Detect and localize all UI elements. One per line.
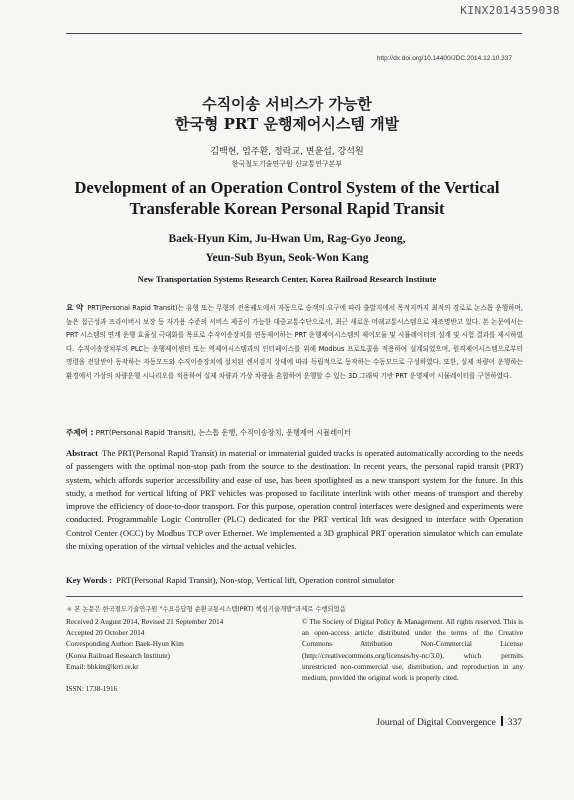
korean-keywords-text: PRT(Personal Rapid Transit), 논스톱 운행, 수직이송장치, 운행제어 시뮬레이터	[95, 428, 351, 437]
author-institute: (Korea Railroad Research Institute)	[66, 650, 170, 660]
english-affiliation: New Transportation Systems Research Center, Korea Railroad Research Institute	[137, 274, 437, 284]
korean-affiliation: 한국철도기술연구원 신교통연구본부	[231, 160, 343, 168]
english-title-line-1: Development of an Operation Control System of the Vertical	[74, 178, 500, 197]
header-rule	[66, 33, 522, 34]
english-abstract	[66, 447, 523, 553]
english-title-line-2: Transferable Korean Personal Rapid Transit	[129, 199, 445, 218]
korean-abstract	[66, 301, 523, 384]
accepted-date: Accepted 20 October 2014	[66, 628, 145, 638]
english-keywords	[66, 575, 523, 585]
doi-link[interactable]: http://dx.doi.org/10.14400/JDC.2014.12.10.337	[376, 55, 512, 62]
journal-name: Journal of Digital Convergence	[376, 718, 496, 728]
korean-abstract-text: PRT(Personal Rapid Transit)는 유형 또는 무형의 전용궤도에서 자동으로 승객의 요구에 따라 출발지에서 목적지까지 최적의 경로로 논스톱 운행하며, 높은 접근성과 프라이버시 보장 등 자가용 수준의 서비스 제공이 가능한 대중교통수단으로서, 최근 새로운 미래교통시스템으로 재조명받고 있다. 본 논문에서는 PRT 시스템의 연계 운행 효율성 극대화를 목표로 수직이송장치를 연동제어하는 PRT 운행제어시스템의 제어모듈 및 시뮬레이터의 설계 및 시험 결과를 제시하였다. 수직이송장치부의 PLC는 운행제어센터 또는 역제어시스템과의 인터페이스를 위해 Modbus 프로토콜을 적용하여 설계되었으며, 원격제어시스템으로부터 명령을 전달받아 동작하는 자동모드와 수직이송장치에 설치된 센서검지 상태에 따라 독립적으로 동작하는 수동모드로 구성하였다. 또한, 실제 차량이 운행하는 환경에서 가상의 차량운행 시나리오를 적용하여 실제 차량과 가상 차량을 혼합하여 운행할 수 있는 3D 그래픽 기반 PRT 운영제어 시뮬레이터를 구현하였다.	[66, 304, 523, 380]
page-number: 337	[507, 718, 522, 728]
corresponding-author: Corresponding Author: Baek-Hyun Kim	[66, 639, 184, 649]
funding-note: ＊ 본 논문은 한국철도기술연구원 "수요응답형 순환교통시스템(PRT) 핵심기술개발"과제로 수행되었음	[66, 606, 346, 613]
separator-bar	[501, 716, 503, 726]
english-keywords-text: PRT(Personal Rapid Transit), Non-stop, Vertical lift, Operation control simulator	[116, 575, 395, 585]
english-keywords-label: Key Words :	[66, 575, 113, 585]
english-abstract-label: Abstract	[66, 448, 98, 458]
english-authors-line-1: Baek-Hyun Kim, Ju-Hwan Um, Rag-Gyo Jeong,	[168, 233, 406, 245]
korean-abstract-label: 요 약	[66, 303, 84, 312]
korean-title-line-2: 한국형 PRT 운행제어시스템 개발	[174, 115, 400, 133]
journal-footer	[376, 716, 522, 728]
article-info	[66, 616, 290, 694]
author-email[interactable]: Email: bhkim@krri.re.kr	[66, 661, 139, 671]
english-abstract-text: The PRT(Personal Rapid Transit) in material or immaterial guided tracks is operated automatically according to the needs of passengers with the optimal non-stop path from the source to the destination. In recent years, the personal rapid transit (PRT) system, which affords superior accessibility and ease of use, has been spotlighted as a new transport system for the future. In this study, a method for vertical lifting of PRT vehicles was proposed to facilitate interlink with other means of transport and thereby improve the efficiency of door-to-door transport. For this purpose, operation control interfaces were designed and experiments were conducted. Programmable Logic Controller (PLC) dedicated for the PRT vertical lift was designed to interface with Operation Control Center (OCC) by Modbus TCP over Ethernet. We implemented a 3D graphical PRT operation simulator which can emulate the mixing operation of the virtual vehicles and the actual vehicles.	[66, 448, 523, 552]
footer-rule	[66, 596, 523, 597]
korean-keywords-label: 주제어 :	[66, 428, 94, 437]
korean-keywords	[66, 427, 523, 438]
korean-title-line-1: 수직이송 서비스가 가능한	[202, 95, 372, 113]
received-dates: Received 2 August 2014, Revised 21 September 2014	[66, 617, 224, 626]
korean-authors: 김백현, 엄주환, 정락교, 변윤섭, 강석원	[210, 147, 364, 157]
issn: ISSN: 1738-1916	[66, 684, 118, 694]
kinx-id: KINX2014359038	[460, 4, 560, 17]
english-authors-line-2: Yeun-Sub Byun, Seok-Won Kang	[205, 252, 369, 264]
copyright-notice: © The Society of Digital Policy & Management. All rights reserved. This is an open-access article distributed under the terms of the Creative Commons Attribution Non-Commercial License (http://creativecommons.org/licenses/by-nc/3.0), which permits unrestricted non-commercial use, distribution, and reproduction in any medium, provided the original work is properly cited.	[302, 617, 523, 683]
